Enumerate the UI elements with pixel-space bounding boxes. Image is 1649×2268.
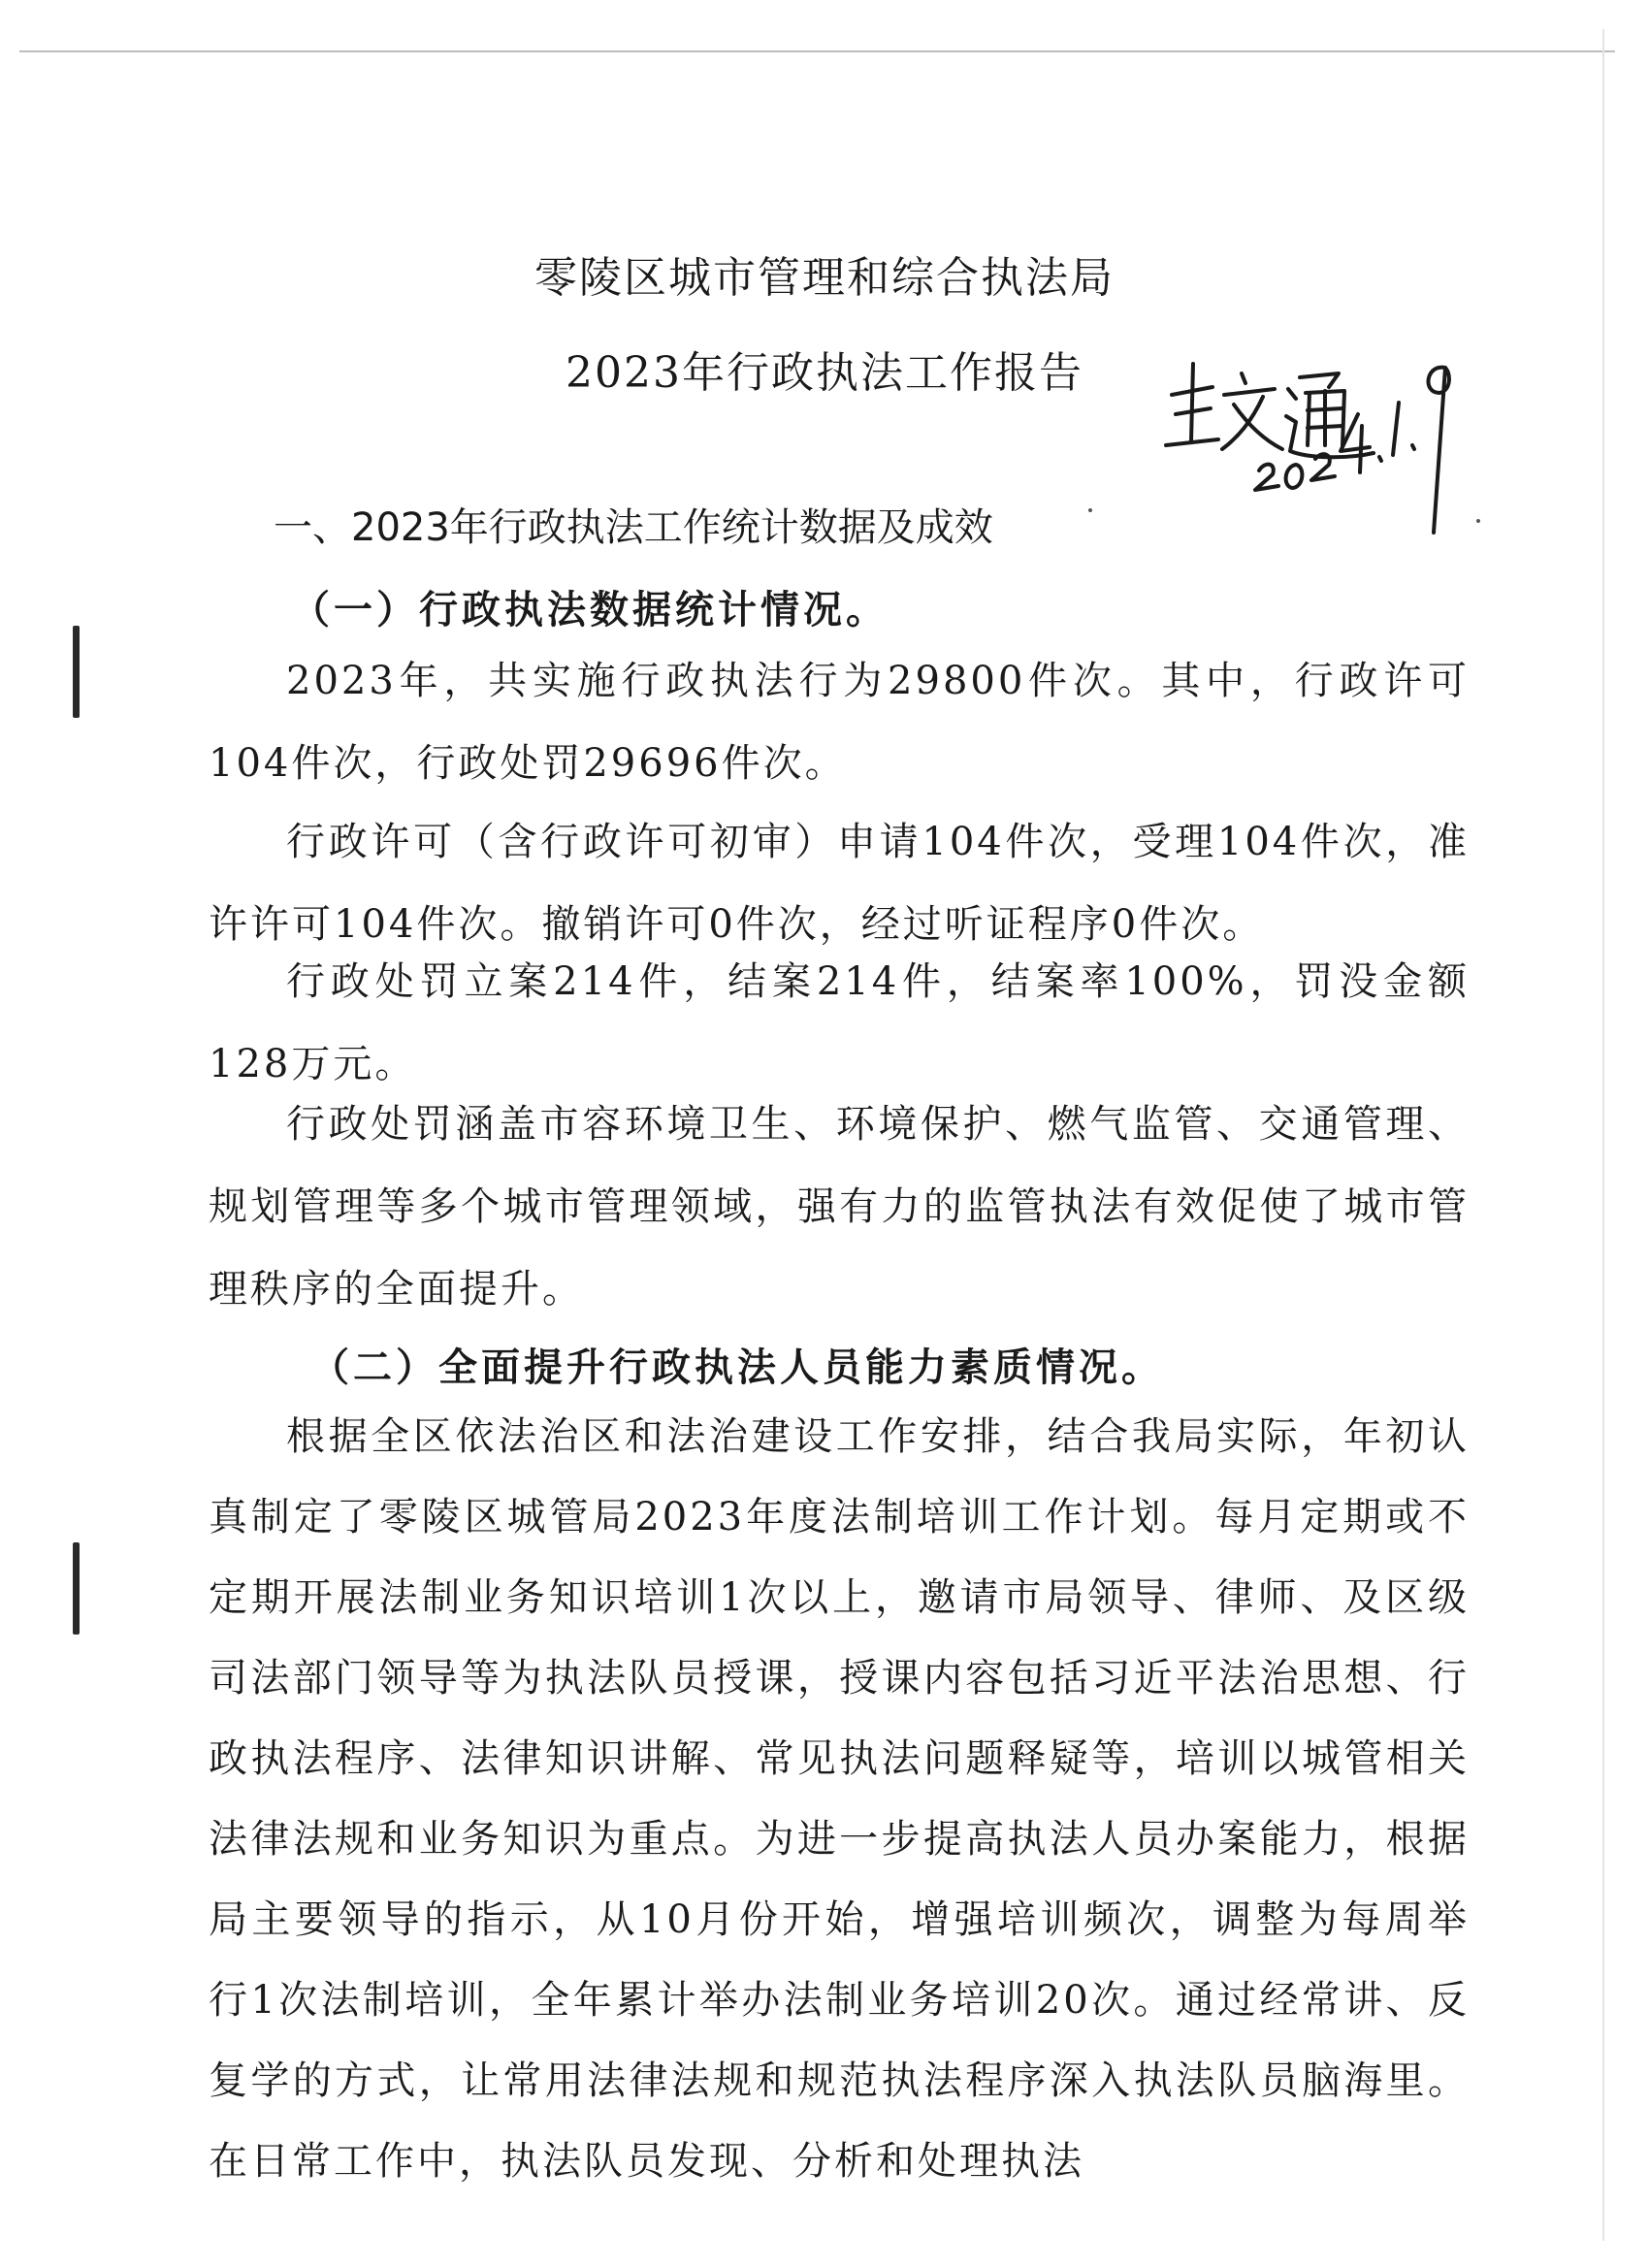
binding-hole-mark: [73, 1542, 80, 1635]
subsection-heading-capability: （二）全面提升行政执法人员能力素质情况。: [310, 1345, 1164, 1390]
paragraph-license-stats: 行政许可（含行政许可初审）申请104件次，受理104件次，准许许可104件次。撤销许可0件次，经过听证程序0件次。: [209, 820, 1470, 947]
paragraph-penalty-scope: 行政处罚涵盖市容环境卫生、环境保护、燃气监管、交通管理、规划管理等多个城市管理领域，强有力的监管执法有效促使了城市管理秩序的全面提升。: [209, 1102, 1470, 1312]
binding-hole-mark: [73, 626, 80, 718]
subsection-heading-data-statistics: （一）行政执法数据统计情况。: [291, 587, 889, 632]
ink-speck: [1088, 508, 1092, 512]
paragraph-training: 根据全区依法治区和法治建设工作安排，结合我局实际，年初认真制定了零陵区城管局2023年度法制培训工作计划。每月定期或不定期开展法制业务知识培训1次以上，邀请市局领导、律师、及区级司法部门领导等为执法队员授课，授课内容包括习近平法治思想、行政执法程序、法律知识讲解、常见执法问题释疑等，培训以城管相关法律法规和业务知识为重点。为进一步提高执法人员办案能力，根据局主要领导的指示，从10月份开始，增强培训频次，调整为每周举行1次法制培训，全年累计举办法制业务培训20次。通过经常讲、反复学的方式，让常用法律法规和规范执法程序深入执法队员脑海里。在日常工作中，执法队员发现、分析和处理执法: [209, 1414, 1470, 2184]
ink-speck: [1476, 519, 1480, 523]
paragraph-enforcement-total: 2023年，共实施行政执法行为29800件次。其中，行政许可104件次，行政处罚29696件次。: [209, 659, 1470, 786]
document-title-line1: 零陵区城市管理和综合执法局: [534, 253, 1115, 303]
handwritten-signature: [1154, 344, 1474, 538]
scan-edge-line: [19, 50, 1615, 52]
section-heading: 一、2023年行政执法工作统计数据及成效: [274, 505, 993, 550]
document-title-line2: 2023年行政执法工作报告: [566, 348, 1083, 398]
paragraph-penalty-stats: 行政处罚立案214件，结案214件，结案率100%，罚没金额128万元。: [209, 959, 1470, 1086]
